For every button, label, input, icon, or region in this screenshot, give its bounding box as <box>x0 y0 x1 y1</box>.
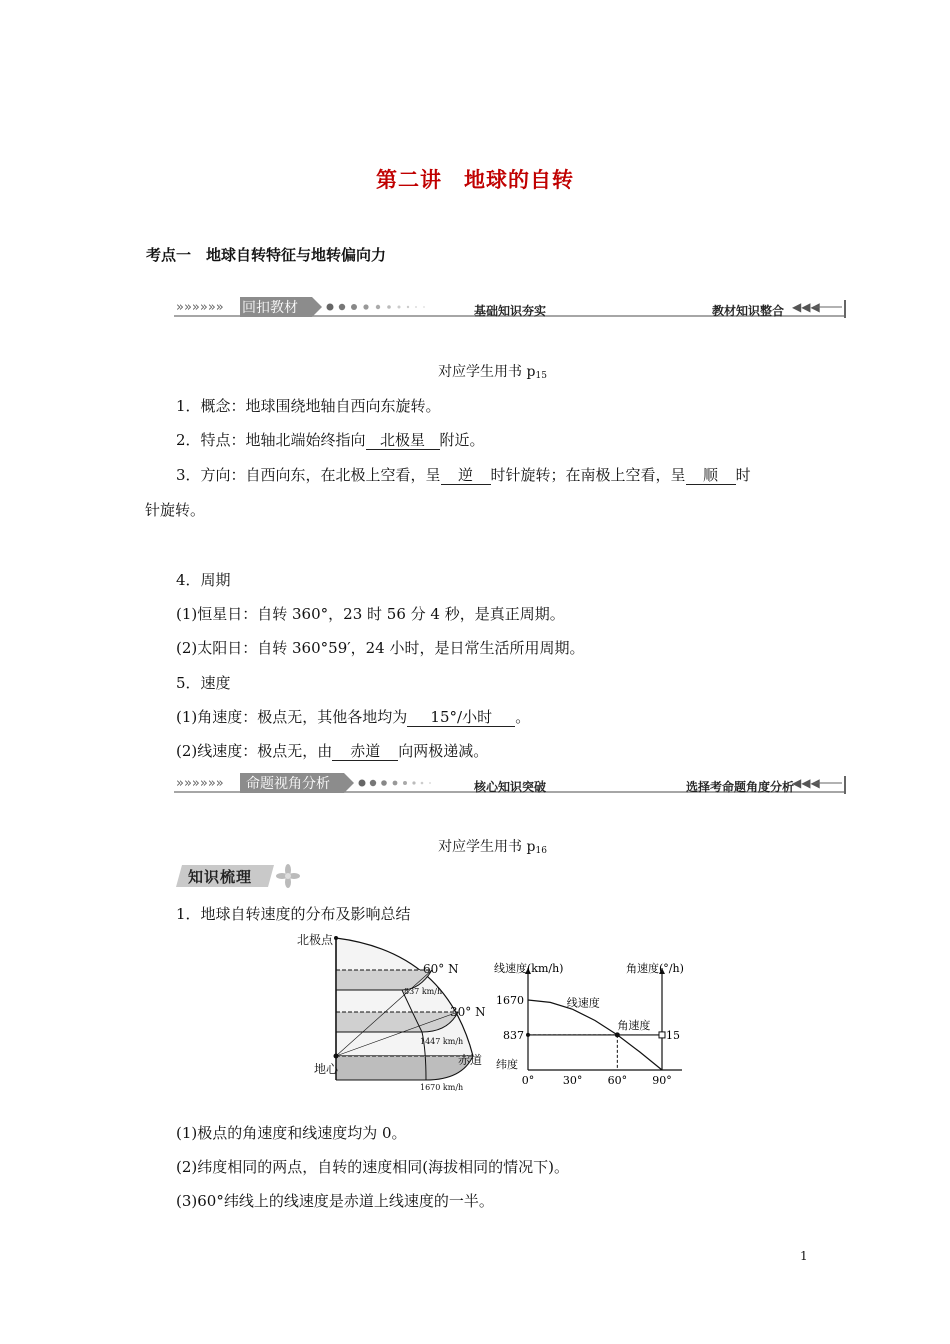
banner-middle: 核心知识突破 <box>474 780 547 794</box>
svg-text:◀◀◀: ◀◀◀ <box>792 776 820 790</box>
item-linear-speed <box>176 741 488 761</box>
item-concept: 1．概念：地球围绕地轴自西向东旋转。 <box>176 397 441 415</box>
x-tick-label: 60° <box>607 1074 628 1087</box>
item-period: 4．周期 <box>176 571 231 589</box>
text: 时针旋转；在南极上空看，呈 <box>490 466 686 484</box>
banner-review-textbook <box>174 294 850 320</box>
svg-text:»»»»»»: »»»»»» <box>176 300 224 315</box>
banner-right: 选择考命题角度分析 <box>686 780 795 794</box>
label-north-pole: 北极点 <box>297 933 334 947</box>
x-tick-label: 30° <box>562 1074 583 1087</box>
knowledge-item-1: 1．地球自转速度的分布及影响总结 <box>176 905 411 923</box>
item-direction-continued: 针旋转。 <box>145 501 206 519</box>
reference-page: 15 <box>535 371 547 381</box>
item-sidereal-day: (1)恒星日：自转 360°，23 时 56 分 4 秒，是真正周期。 <box>176 605 565 623</box>
x-tick-label: 0° <box>521 1074 535 1087</box>
label-speed-1447: 1447 km/h <box>420 1037 464 1046</box>
banner-analysis <box>174 770 850 796</box>
text: 。 <box>515 708 531 726</box>
label-lat-60: 60° N <box>423 962 459 976</box>
badge-label: 知识梳理 <box>188 868 253 886</box>
item-speed: 5．速度 <box>176 674 231 692</box>
banner-middle: 基础知识夯实 <box>474 304 547 318</box>
label-earth-center: 地心 <box>314 1062 339 1076</box>
text: (2)线速度：极点无，由 <box>176 742 333 760</box>
series-label-angular: 角速度 <box>617 1018 651 1032</box>
text: 3．方向：自西向东，在北极上空看，呈 <box>176 466 441 484</box>
answer-blank: 逆 <box>441 466 491 485</box>
banner-right: 教材知识整合 <box>712 304 785 318</box>
note-3: (3)60°纬线上的线速度是赤道上线速度的一半。 <box>176 1192 494 1210</box>
reference-page: 16 <box>535 846 547 856</box>
text: 附近。 <box>439 431 485 449</box>
answer-blank: 顺 <box>686 466 736 485</box>
point-angular-15 <box>659 1032 665 1038</box>
text: 时 <box>735 466 751 484</box>
point-60-837 <box>615 1032 620 1037</box>
reference-note <box>0 837 950 861</box>
label-speed-1670: 1670 km/h <box>420 1083 464 1092</box>
y-axis-label: 线速度(km/h) <box>494 962 564 975</box>
knowledge-badge <box>176 864 306 888</box>
answer-blank: 15°/小时 <box>407 708 515 727</box>
series-label-linear: 线速度 <box>566 996 600 1010</box>
svg-text:◀◀◀: ◀◀◀ <box>792 300 820 314</box>
banner-tag: 回扣教材 <box>242 300 298 316</box>
label-lat-30: 30° N <box>450 1005 486 1019</box>
item-direction <box>176 465 751 485</box>
y-tick-label: 837 <box>503 1028 524 1042</box>
reference-text: 对应学生用书 p <box>438 364 536 380</box>
text: 2．特点：地轴北端始终指向 <box>176 431 366 449</box>
page-title: 第二讲 地球的自转 <box>376 168 574 192</box>
item-angular-speed <box>176 707 530 727</box>
rotation-speed-chart <box>490 948 720 1098</box>
y-right-tick-label: 15 <box>666 1028 680 1042</box>
x-tick-label: 90° <box>652 1074 672 1087</box>
y-tick-label: 1670 <box>496 994 524 1007</box>
item-feature <box>176 430 485 450</box>
note-1: (1)极点的角速度和线速度均为 0。 <box>176 1124 407 1142</box>
text: 向两极递减。 <box>398 742 489 760</box>
y-right-axis-label: 角速度(°/h) <box>626 962 684 975</box>
reference-note <box>0 362 950 386</box>
text: (1)角速度：极点无，其他各地均为 <box>176 708 408 726</box>
note-2: (2)纬度相同的两点，自转的速度相同(海拔相同的情况下)。 <box>176 1158 569 1176</box>
answer-blank: 北极星 <box>366 431 440 450</box>
section-heading: 考点一 地球自转特征与地转偏向力 <box>146 246 387 264</box>
answer-blank: 赤道 <box>332 742 398 761</box>
banner-tag: 命题视角分析 <box>246 776 330 792</box>
page-number: 1 <box>800 1249 808 1263</box>
label-speed-837: 837 km/h <box>404 987 443 996</box>
x-axis-label: 纬度 <box>496 1058 518 1071</box>
svg-text:»»»»»»: »»»»»» <box>176 776 224 791</box>
item-solar-day: (2)太阳日：自转 360°59′，24 小时，是日常生活所用周期。 <box>176 639 585 657</box>
reference-text: 对应学生用书 p <box>438 839 536 855</box>
point-0-837 <box>526 1033 530 1037</box>
label-equator: 赤道 <box>458 1053 483 1067</box>
